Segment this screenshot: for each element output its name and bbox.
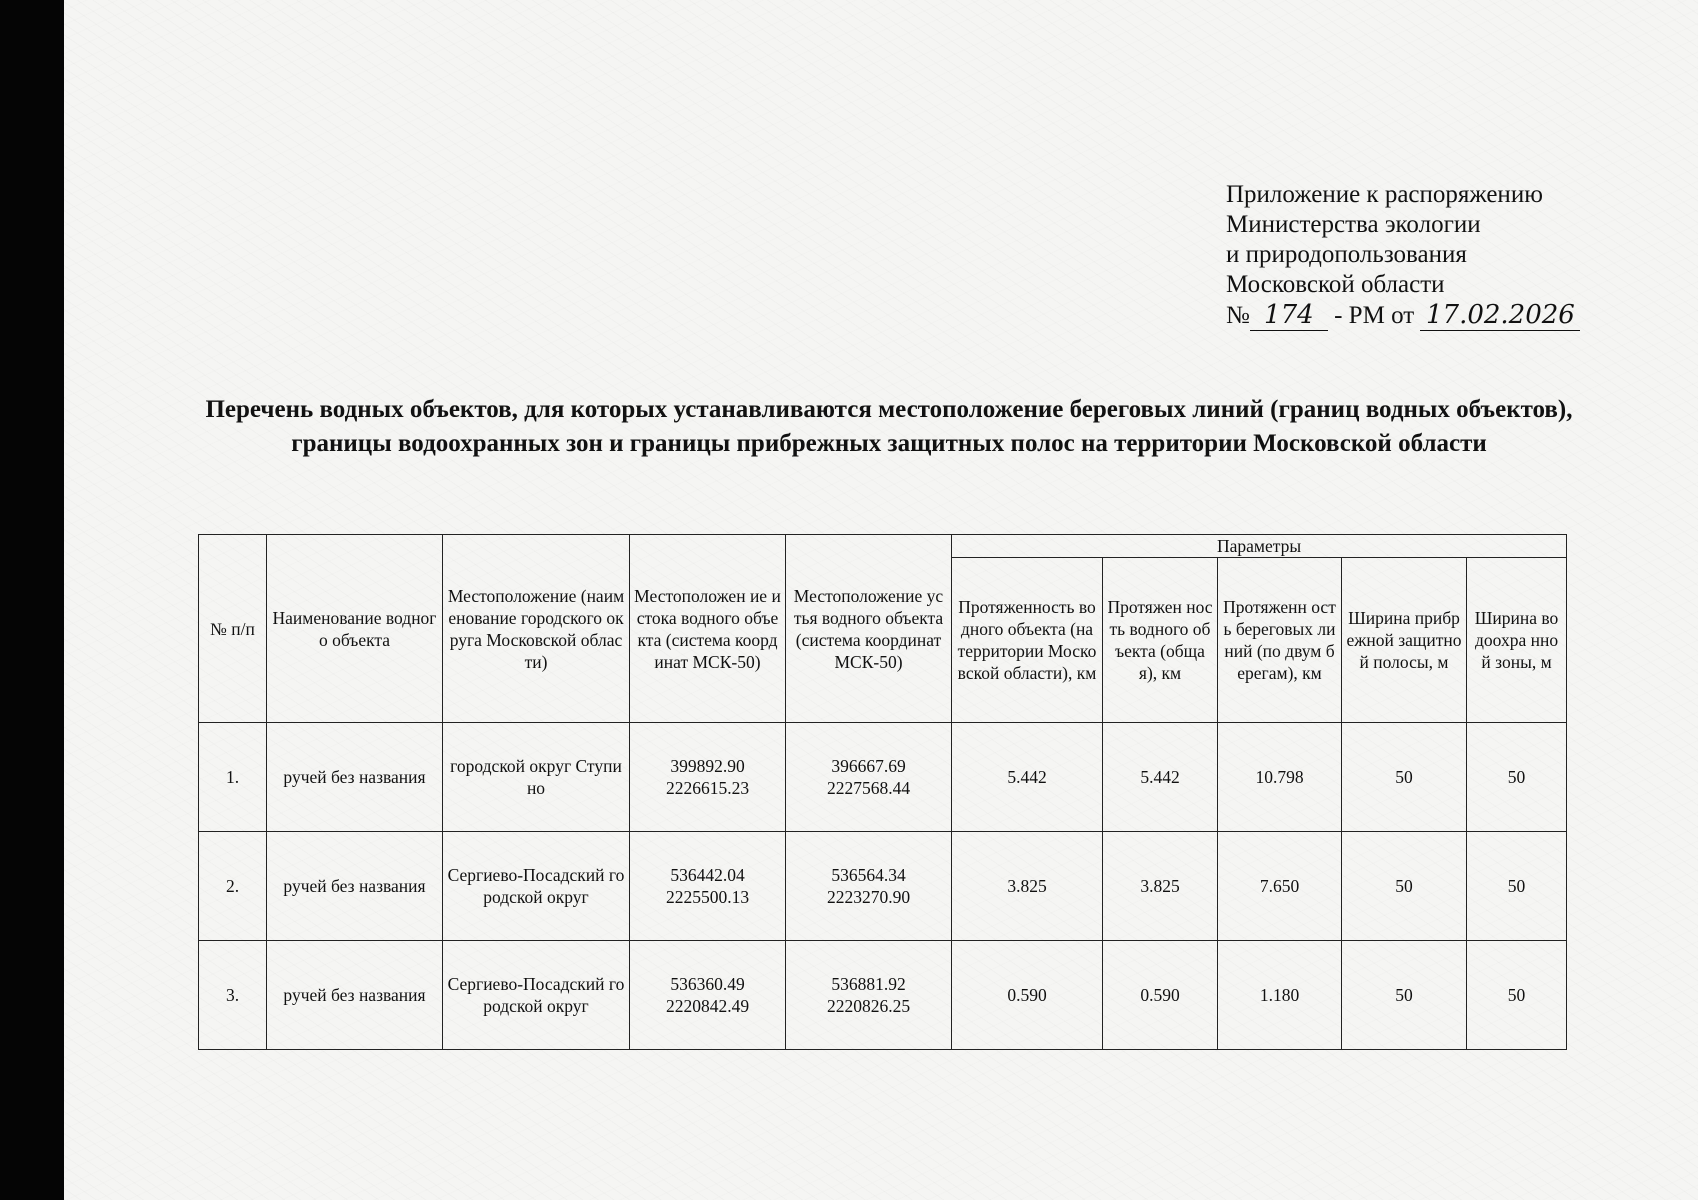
cell-source [630,832,786,941]
appendix-line-2: Министерства экологии [1226,211,1481,238]
header-water-zone-width: Ширина водоохра нной зоны, м [1467,558,1567,723]
header-shoreline-length: Протяженн ость береговых линий (по двум берегам), км [1218,558,1342,723]
document-title: Перечень водных объектов, для которых устанавливаются местоположение береговых линий (границ водных объектов), границы водоохранных зон и границы прибрежных защитных полос на территории Московской области [205,396,1573,457]
cell-num: 1. [199,723,267,832]
mouth-y: 2220826.25 [826,996,911,1016]
cell-coastal-strip-width: 50 [1342,723,1467,832]
cell-length-region: 3.825 [952,832,1103,941]
handwritten-order-number: 174 [1250,300,1328,331]
table-row [199,832,1567,941]
table-header-row [199,535,1567,558]
order-number-line [1226,300,1646,331]
table-row [199,941,1567,1050]
mouth-x: 536564.34 [831,865,906,885]
cell-num: 3. [199,941,267,1050]
water-objects-table [198,534,1567,1050]
cell-shoreline-length: 1.180 [1218,941,1342,1050]
source-x: 536360.49 [670,974,745,994]
cell-water-zone-width: 50 [1467,723,1567,832]
header-source: Местоположен ие истока водного объекта (система координат МСК-50) [630,535,786,723]
number-prefix: № [1226,302,1250,329]
cell-shoreline-length: 7.650 [1218,832,1342,941]
cell-water-zone-width: 50 [1467,941,1567,1050]
header-coastal-strip-width: Ширина прибрежной защитной полосы, м [1342,558,1467,723]
cell-mouth [786,941,952,1050]
header-location: Местоположение (наименование городского округа Московской области) [443,535,630,723]
cell-location: Сергиево-Посадский городской округ [443,941,630,1050]
mouth-y: 2223270.90 [826,887,911,907]
cell-num: 2. [199,832,267,941]
header-num: № п/п [199,535,267,723]
header-mouth: Местоположение устья водного объекта (система координат МСК-50) [786,535,952,723]
cell-name: ручей без названия [267,723,443,832]
source-y: 2220842.49 [665,996,750,1016]
cell-shoreline-length: 10.798 [1218,723,1342,832]
header-length-total: Протяжен ность водного объекта (общая), км [1103,558,1218,723]
header-params: Параметры [952,535,1567,558]
cell-source [630,941,786,1050]
source-y: 2225500.13 [665,887,750,907]
scan-dark-edge [0,0,64,1200]
cell-length-region: 5.442 [952,723,1103,832]
cell-coastal-strip-width: 50 [1342,941,1467,1050]
appendix-header [1226,180,1646,331]
cell-location: Сергиево-Посадский городской округ [443,832,630,941]
cell-name: ручей без названия [267,941,443,1050]
appendix-line-1: Приложение к распоряжению [1226,181,1543,208]
table-row [199,723,1567,832]
cell-length-total: 3.825 [1103,832,1218,941]
cell-water-zone-width: 50 [1467,832,1567,941]
mouth-y: 2227568.44 [826,778,911,798]
mouth-x: 536881.92 [831,974,906,994]
header-name: Наименование водного объекта [267,535,443,723]
mouth-x: 396667.69 [831,756,906,776]
cell-length-region: 0.590 [952,941,1103,1050]
handwritten-order-date: 17.02.2026 [1420,300,1580,331]
source-x: 536442.04 [670,865,745,885]
source-y: 2226615.23 [665,778,750,798]
cell-name: ручей без названия [267,832,443,941]
appendix-line-4: Московской области [1226,271,1445,298]
source-x: 399892.90 [670,756,745,776]
cell-length-total: 5.442 [1103,723,1218,832]
cell-mouth [786,832,952,941]
cell-coastal-strip-width: 50 [1342,832,1467,941]
number-mid-text: - РМ от [1327,302,1421,329]
header-length-region: Протяженность водного объекта (на территории Московской области), км [952,558,1103,723]
cell-source [630,723,786,832]
appendix-line-3: и природопользования [1226,241,1467,268]
cell-location: городской округ Ступино [443,723,630,832]
cell-length-total: 0.590 [1103,941,1218,1050]
cell-mouth [786,723,952,832]
